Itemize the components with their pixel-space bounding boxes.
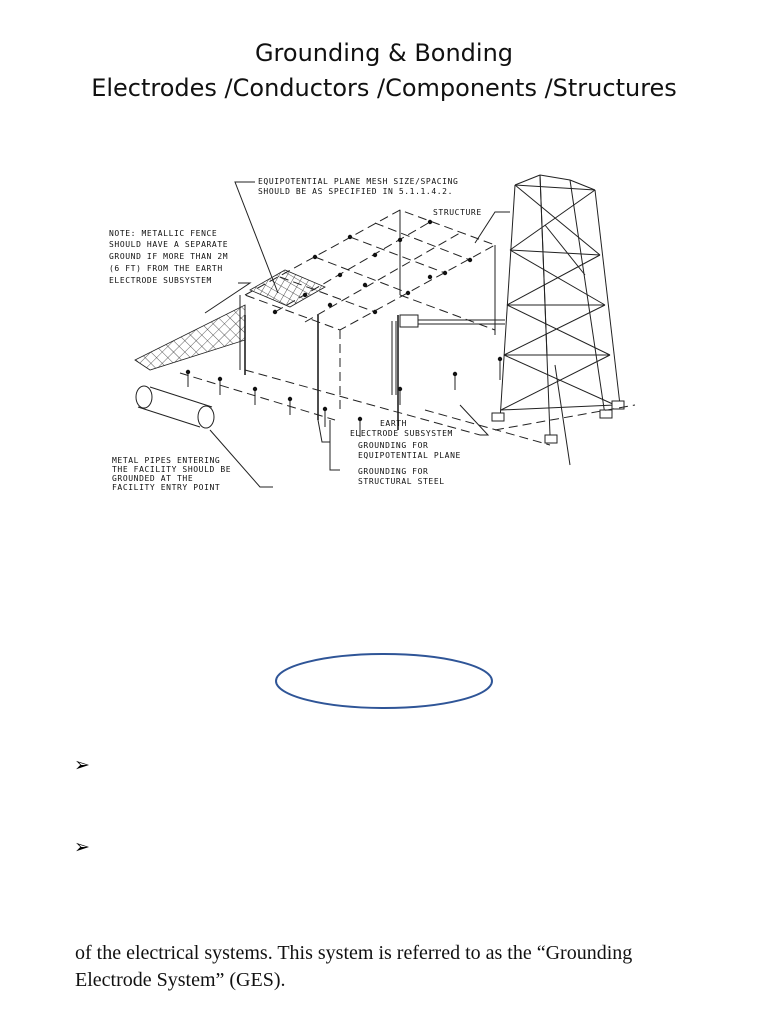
label-note-line-2: SHOULD HAVE A SEPARATE [109, 240, 229, 249]
paragraph-line-2: Electrode System” (GES). [75, 969, 286, 991]
page-title-line-2: Electrodes /Conductors /Components /Structures [91, 74, 677, 102]
label-mesh-line-2: SHOULD BE AS SPECIFIED IN 5.1.1.4.2. [258, 187, 453, 196]
label-plane-line-1: GROUNDING FOR [358, 441, 429, 450]
label-steel-line-2: STRUCTURAL STEEL [358, 477, 445, 486]
grounding-diagram [100, 165, 640, 495]
page-title-line-1: Grounding & Bonding [254, 39, 514, 67]
label-note-line-3: GROUND IF MORE THAN 2M [109, 252, 229, 261]
metal-pipe [136, 386, 214, 428]
label-note-line-4: (6 FT) FROM THE EARTH [109, 264, 223, 273]
label-pipes-line-1: METAL PIPES ENTERING [112, 456, 221, 465]
label-earth-line-2: ELECTRODE SUBSYSTEM [350, 429, 453, 438]
bullet-arrow-icon: ➢ [74, 836, 90, 858]
steel-tower [500, 175, 620, 465]
label-structure: STRUCTURE [433, 208, 482, 217]
highlight-oval [274, 652, 494, 710]
bonding-conduit [392, 315, 505, 395]
label-earth-line-1: EARTH [380, 419, 408, 428]
bullet-arrow-icon: ➢ [74, 754, 90, 776]
equipotential-plane-grid [245, 210, 495, 330]
label-pipes-line-2: THE FACILITY SHOULD BE [112, 465, 232, 474]
label-pipes-line-3: GROUNDED AT THE [112, 474, 194, 483]
label-steel-line-1: GROUNDING FOR [358, 467, 429, 476]
fence-mesh [135, 305, 245, 370]
label-note-line-1: NOTE: METALLIC FENCE [109, 229, 218, 238]
body-paragraph [75, 940, 715, 994]
label-note-line-5: ELECTRODE SUBSYSTEM [109, 276, 212, 285]
label-mesh-line-1: EQUIPOTENTIAL PLANE MESH SIZE/SPACING [258, 177, 459, 186]
paragraph-line-1: of the electrical systems. This system is referred to as the “Grounding [75, 942, 633, 964]
label-pipes-line-4: FACILITY ENTRY POINT [112, 483, 221, 492]
label-plane-line-2: EQUIPOTENTIAL PLANE [358, 451, 461, 460]
